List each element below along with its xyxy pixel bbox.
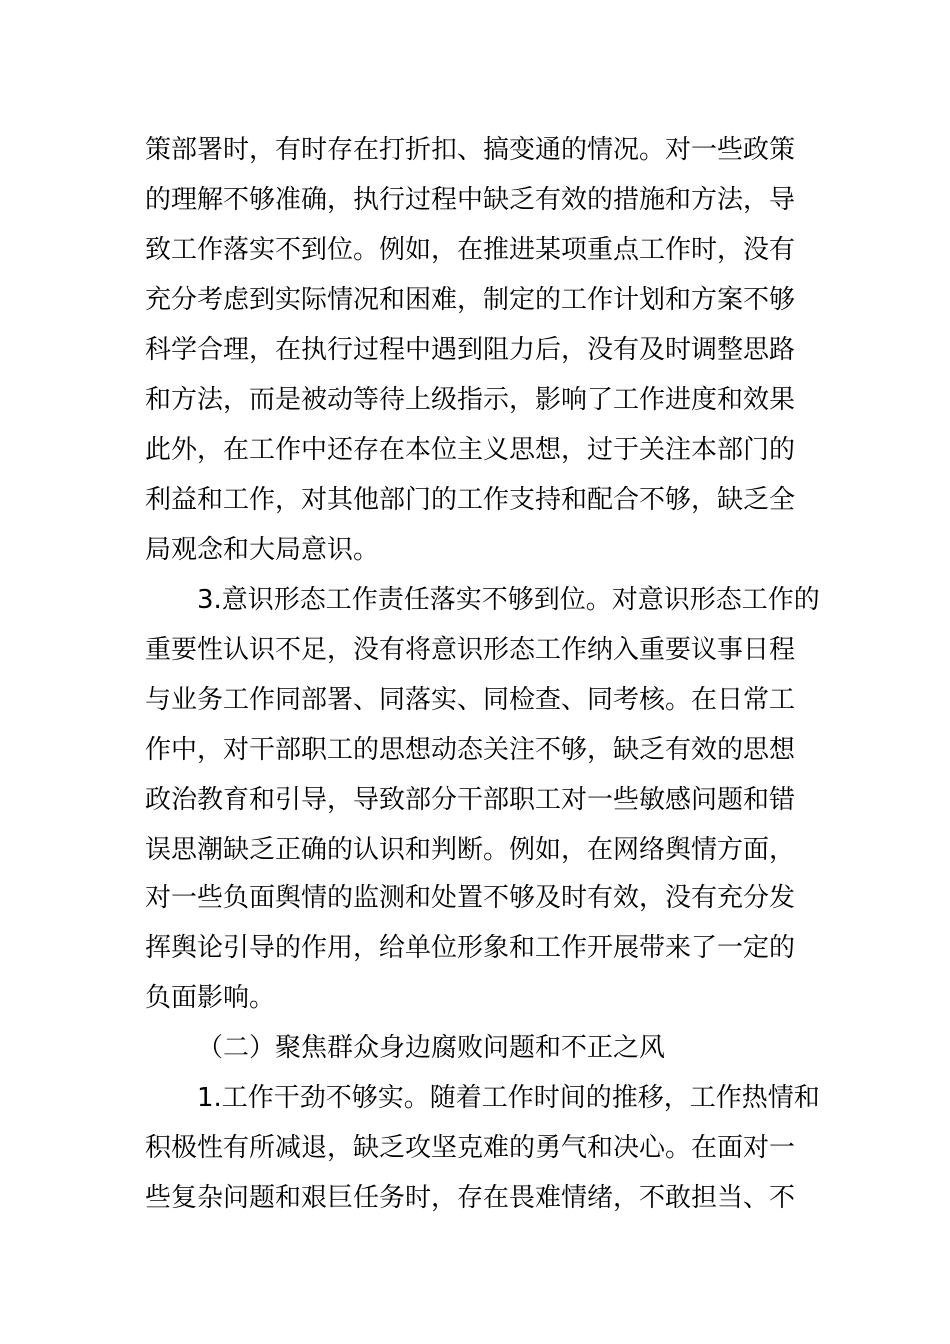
text-line: 策部署时，有时存在打折扣、搞变通的情况。对一些政策	[145, 135, 796, 165]
text-line: 政治教育和引导，导致部分干部职工对一些敏感问题和错	[145, 785, 796, 815]
text-line: 利益和工作，对其他部门的工作支持和配合不够，缺乏全	[145, 485, 796, 515]
text-line: 些复杂问题和艰巨任务时，存在畏难情绪，不敢担当、不	[145, 1183, 796, 1213]
text-line: 致工作落实不到位。例如，在推进某项重点工作时，没有	[145, 235, 796, 265]
text-line: 挥舆论引导的作用，给单位形象和工作开展带来了一定的	[145, 933, 796, 963]
text-line: 负面影响。	[145, 983, 276, 1013]
text-line: 科学合理，在执行过程中遇到阻力后，没有及时调整思路	[145, 335, 796, 365]
paragraph-start-line: 1.工作干劲不够实。随着工作时间的推移，工作热情和	[197, 1083, 820, 1113]
text-line: 此外，在工作中还存在本位主义思想，过于关注本部门的	[145, 435, 796, 465]
paragraph-start-line: 3.意识形态工作责任落实不够到位。对意识形态工作的	[197, 585, 820, 615]
text-line: 作中，对干部职工的思想动态关注不够，缺乏有效的思想	[145, 735, 796, 765]
section-heading: （二）聚焦群众身边腐败问题和不正之风	[197, 1033, 666, 1063]
text-line: 充分考虑到实际情况和困难，制定的工作计划和方案不够	[145, 285, 796, 315]
text-line: 与业务工作同部署、同落实、同检查、同考核。在日常工	[145, 685, 796, 715]
text-line: 重要性认识不足，没有将意识形态工作纳入重要议事日程	[145, 635, 796, 665]
text-line: 对一些负面舆情的监测和处置不够及时有效，没有充分发	[145, 883, 796, 913]
text-line: 局观念和大局意识。	[145, 535, 380, 565]
text-line: 误思潮缺乏正确的认识和判断。例如，在网络舆情方面，	[145, 835, 796, 865]
text-line: 的理解不够准确，执行过程中缺乏有效的措施和方法，导	[145, 185, 796, 215]
text-line: 和方法，而是被动等待上级指示，影响了工作进度和效果	[145, 385, 796, 415]
text-line: 积极性有所减退，缺乏攻坚克难的勇气和决心。在面对一	[145, 1133, 796, 1163]
